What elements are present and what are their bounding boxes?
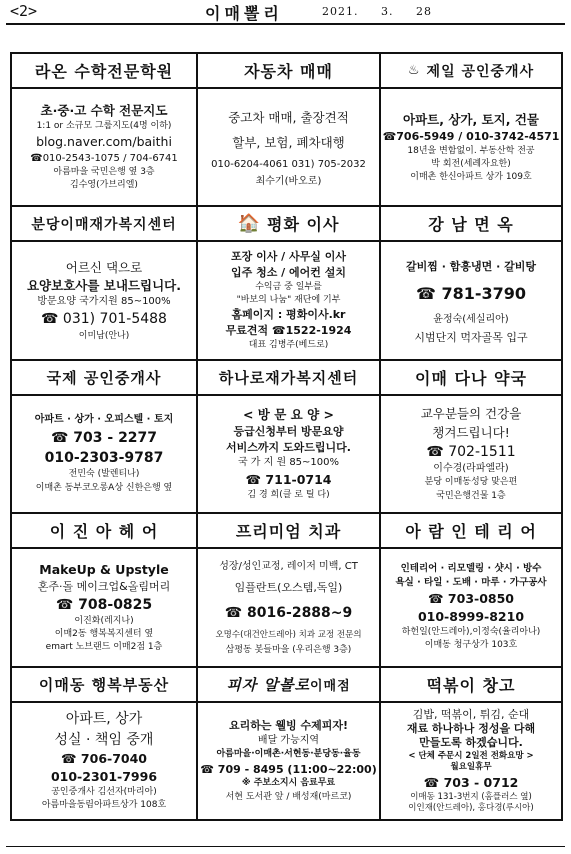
- ad-car-trade: [198, 54, 381, 207]
- ad-hanaro-care: [198, 361, 381, 514]
- ad-title: 이매동 행복부동산: [12, 668, 196, 703]
- ad-title: [198, 207, 379, 242]
- ad-line: 서현 도서관 앞 / 배성재(마르코): [225, 791, 352, 802]
- ad-line: 시범단지 먹자골목 입구: [414, 330, 528, 344]
- ad-line: 대표 김병주(베드로): [248, 339, 329, 350]
- ad-phone: ☎ 8016-2888~9: [224, 605, 353, 622]
- ad-link[interactable]: 홈페이지 : 평화이사.kr: [231, 308, 346, 322]
- ad-pizza-alvolo: [198, 668, 381, 821]
- ad-phone: 010-2301-7996: [50, 769, 158, 785]
- realty-icon: ♨: [407, 63, 421, 78]
- ad-line: 국 가 지 원 85~100%: [237, 457, 340, 469]
- ad-title: 국제 공인중개사: [12, 361, 196, 396]
- ad-phone: 010-6204-4061 031) 705-2032: [211, 158, 366, 170]
- ad-line: 교우분들의 건강을: [420, 406, 522, 422]
- ad-line: 배달 가능지역: [257, 734, 320, 746]
- ad-line: 아파트 · 상가 · 오피스텔 · 토지: [34, 414, 174, 426]
- ad-line: 아름마을 국민은행 옆 3층: [53, 167, 155, 178]
- ad-line: 요리하는 웰빙 수제피자!: [229, 719, 348, 733]
- bulletin-title: 이매뽈리: [205, 4, 283, 23]
- ad-line: 이매촌 한신아파트 상가 109호: [410, 171, 532, 182]
- ad-line: 성장/성인교정, 레이저 미백, CT: [219, 561, 358, 573]
- ad-line: 이매동 131-3번지 (홈플러스 옆): [410, 791, 532, 802]
- ad-line: 재료 하나하나 정성을 다해: [406, 721, 536, 735]
- ad-title: 프리미엄 치과: [198, 514, 379, 549]
- ad-line: 최수기(바오로): [255, 175, 322, 187]
- ad-phone: ☎ 711-0714: [245, 471, 332, 487]
- ad-line: 아름마을동림아파트상가 108호: [41, 800, 167, 811]
- ad-line: 이미남(안나): [78, 330, 130, 341]
- ad-line: 수익금 중 일부를: [255, 282, 322, 293]
- ad-phone: ☎ 706-7040: [61, 750, 147, 766]
- ad-pyeonghwa-moving: [198, 207, 381, 360]
- ad-line: 윤정숙(세실리아): [433, 313, 509, 325]
- ad-line: 요양보호사를 보내드립니다.: [26, 277, 181, 293]
- ad-aram-interior: [381, 514, 563, 667]
- ad-line: 임플란트(오스템,독일): [234, 581, 343, 595]
- ad-lee-jina-hair: [12, 514, 198, 667]
- ad-line: 입주 청소 / 에어컨 설치: [231, 266, 346, 280]
- ad-phone: ☎010-2543-1075 / 704-6741: [30, 152, 178, 164]
- footer-rule: [6, 846, 565, 847]
- ad-line: 챙겨드립니다!: [432, 424, 510, 440]
- ad-line: 이매촌 동부코오롱A상 신한은행 옆: [35, 482, 173, 493]
- ad-phone: 010-2303-9787: [44, 450, 164, 467]
- ad-line: 분당 이매동성당 맞은편: [424, 477, 518, 488]
- ad-title-text: 평화 이사: [267, 215, 340, 235]
- ad-line: 갈비찜 · 함흥냉면 · 갈비탕: [406, 259, 536, 273]
- ad-title-text: 제일 공인중개사: [426, 63, 535, 80]
- ad-line: 서비스까지 도와드립니다.: [226, 441, 351, 455]
- ad-line: 할부, 보험, 폐차대행: [232, 134, 345, 150]
- house-logo-icon: 🏠: [237, 213, 261, 235]
- ad-gukje-realty: [12, 361, 198, 514]
- ad-phone: ☎ 702-1511: [426, 443, 516, 460]
- ad-line: 하헌일(안드레아),이정숙(율리아나): [401, 627, 541, 638]
- ad-line: 포장 이사 / 사무실 이사: [231, 250, 346, 264]
- ad-line: 국민은행건물 1층: [436, 490, 506, 501]
- ad-line: 박 회전(세례자요한): [431, 158, 511, 169]
- ad-line: 아파트, 상가: [65, 711, 143, 728]
- ad-haengbok-realty: [12, 668, 198, 821]
- ad-title: 이매 다나 약국: [381, 361, 561, 396]
- ad-title: 아 람 인 테 리 어: [381, 514, 561, 549]
- header-rule: [6, 23, 565, 25]
- ad-phone: ☎ 708-0825: [55, 596, 153, 613]
- ad-line: 이인재(안드레아), 홍다경(루시아): [408, 802, 534, 813]
- ad-line: 삼평동 봇들마을 (우리은행 3층): [225, 645, 352, 656]
- ad-line: 혼주·돌 메이크업&올림머리: [37, 579, 171, 593]
- ad-phone: ☎ 703-0850: [428, 590, 514, 606]
- ad-title: 분당이매재가복지센터: [12, 207, 196, 242]
- ad-line: MakeUp & Upstyle: [39, 561, 169, 577]
- ad-raon-math: [12, 54, 198, 207]
- ad-dana-pharmacy: [381, 361, 563, 514]
- page-header: [0, 0, 571, 26]
- ad-line: 이진화(레지나): [74, 616, 134, 626]
- ad-line: 아파트, 상가, 토지, 건물: [403, 111, 539, 127]
- ad-line: 아름마을·이매촌·서현동·분당동·율동: [216, 749, 361, 760]
- ad-line: 욕실 · 타일 · 도배 · 마루 · 가구공사: [395, 577, 547, 589]
- ad-line: 성실 · 책임 중개: [54, 731, 154, 748]
- ad-jeil-realty: [381, 54, 563, 207]
- ad-phone: ☎ 781-3790: [415, 283, 527, 303]
- ad-line: 18년을 변함없이. 부동산학 전공: [407, 145, 535, 156]
- ad-line: 인테리어 · 리모델링 · 샷시 · 방수: [400, 563, 542, 575]
- ad-line: 초·중·고 수학 전문지도: [40, 103, 168, 119]
- ad-premium-dental: [198, 514, 381, 667]
- ad-bundang-care: [12, 207, 198, 360]
- ad-line: "바보의 나눔" 재단에 기부: [236, 295, 341, 306]
- ad-line: 방문요양 국가지원 85~100%: [37, 295, 171, 307]
- ad-title-branch: 이매점: [310, 678, 351, 694]
- ad-title: 자동차 매매: [198, 54, 379, 89]
- ad-title: [381, 54, 561, 89]
- ad-line: 이매동 청구상가 103호: [424, 640, 518, 651]
- ad-line: 이매2동 행복복지센터 옆: [54, 629, 154, 640]
- ad-link[interactable]: blog.naver.com/baithi: [36, 134, 172, 150]
- ad-phone: ☎ 031) 701-5488: [41, 311, 167, 328]
- ad-phone: 무료견적 ☎1522-1924: [225, 324, 352, 338]
- issue-date: 2021. 3. 28: [322, 5, 432, 18]
- ad-line: 등급신청부터 방문요양: [233, 425, 344, 439]
- ad-title: 하나로재가복지센터: [198, 361, 379, 396]
- ad-line: 공인중개사 김선자(마리아): [51, 787, 157, 798]
- ad-title: 이 진 아 헤 어: [12, 514, 196, 549]
- ad-line: 이수경(라파엘라): [433, 462, 509, 474]
- ad-gangnam-myeonok: [381, 207, 563, 360]
- ad-line: 어르신 댁으로: [65, 259, 143, 275]
- ad-line: < 방 문 요 양 >: [242, 407, 334, 423]
- ad-line: 월요일휴무: [450, 762, 492, 773]
- ad-title: 라온 수학전문학원: [12, 54, 196, 89]
- ad-title: 떡볶이 창고: [381, 668, 561, 703]
- ad-line: 오명수(대건안드레아) 치과 교정 전문의: [215, 630, 362, 641]
- ad-line: 중고차 매매, 출장견적: [228, 109, 349, 125]
- ad-line: emart 노브랜드 이매2점 1층: [45, 642, 163, 653]
- ad-phone: 010-8999-8210: [417, 609, 525, 625]
- ad-tteokbokki-store: [381, 668, 563, 821]
- ad-line: 김 경 희(클 로 틸 다): [247, 489, 330, 500]
- ad-line: 만들도록 하겠습니다.: [419, 736, 523, 750]
- ad-grid: [10, 52, 563, 821]
- ad-line: ※ 주보소지시 음료무료: [241, 778, 336, 789]
- ad-phone: ☎706-5949 / 010-3742-4571: [382, 129, 560, 143]
- ad-line: < 단체 주문시 2일전 전화요망 >: [408, 750, 534, 761]
- ad-phone: ☎ 709 - 8495 (11:00~22:00): [200, 762, 377, 776]
- page-number: <2>: [10, 2, 38, 20]
- ad-phone: ☎ 703 - 0712: [423, 775, 519, 791]
- ad-title: 강 남 면 옥: [381, 207, 561, 242]
- ad-title-brand: 피자 알볼로: [226, 675, 310, 694]
- ad-line: 전민숙 (발렌티나): [68, 469, 140, 480]
- ad-title: [198, 668, 379, 703]
- ad-line: 김밥, 떡볶이, 튀김, 순대: [412, 707, 530, 721]
- ad-line: 1:1 or 소규모 그룹지도(4명 이하): [36, 121, 172, 132]
- ad-phone: ☎ 703 - 2277: [50, 429, 158, 446]
- ad-line: 김수영(가브리엘): [70, 180, 138, 191]
